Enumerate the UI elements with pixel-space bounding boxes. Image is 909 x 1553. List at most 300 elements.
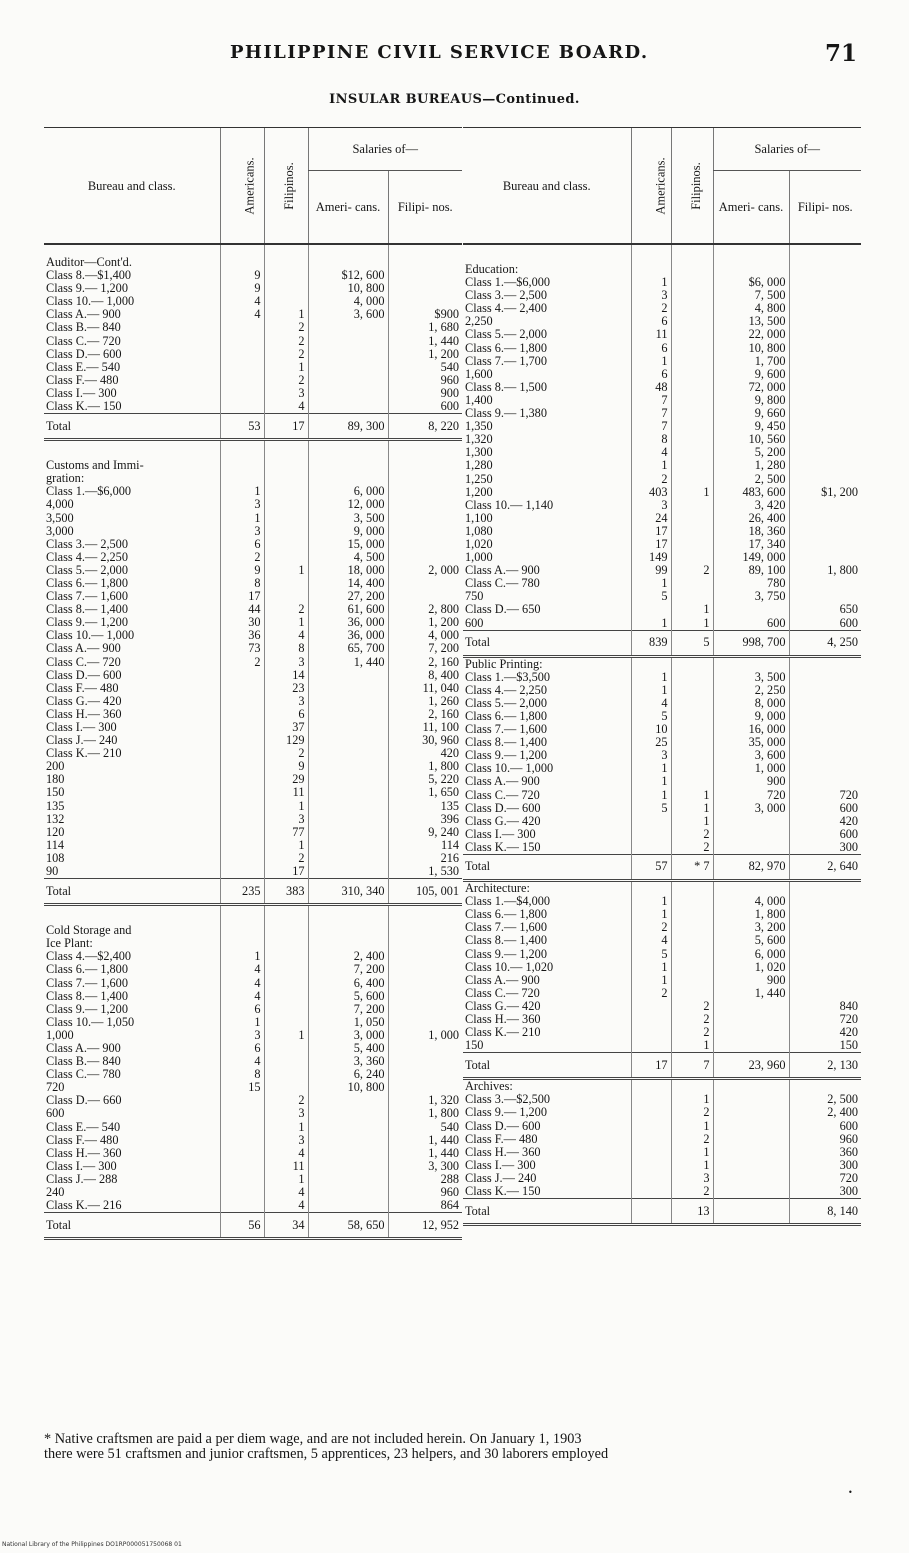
americans-count-cell: 403 xyxy=(631,486,671,499)
class-label: Class 3.—$2,500 xyxy=(465,1093,551,1107)
americans-count-cell xyxy=(220,937,264,950)
filipinos-count-cell: 1 xyxy=(264,308,308,321)
left-table-body xyxy=(44,244,462,1239)
section-heading: Ice Plant: xyxy=(46,937,93,951)
filipinos-count-cell xyxy=(671,512,713,525)
salary-americans-cell: 18, 000 xyxy=(308,564,388,577)
salary-americans-cell: 12, 000 xyxy=(308,498,388,511)
salary-americans-cell: 1, 050 xyxy=(308,1016,388,1029)
salary-americans-cell: 72, 000 xyxy=(713,381,789,394)
filipinos-count-cell: 129 xyxy=(264,734,308,747)
salary-filipinos-cell: 150 xyxy=(789,1039,861,1053)
class-label: Class 1.—$6,000 xyxy=(465,276,551,290)
bureau-column-header: Bureau and class. xyxy=(44,128,220,245)
salary-americans-cell xyxy=(713,1026,789,1039)
americans-count-cell xyxy=(220,400,264,414)
salary-americans-cell: 900 xyxy=(713,775,789,788)
americans-count-cell xyxy=(631,1199,671,1225)
americans-count-cell: 1 xyxy=(631,684,671,697)
salary-filipinos-cell xyxy=(789,289,861,302)
salary-americans-cell xyxy=(713,1199,789,1225)
class-label: Class 4.— 2,400 xyxy=(465,302,547,316)
salary-filipinos-cell: 135 xyxy=(388,800,462,813)
salary-americans-cell xyxy=(713,1185,789,1199)
americans-count-cell xyxy=(631,1093,671,1106)
salary-filipinos-cell xyxy=(388,963,462,976)
table-row xyxy=(463,1133,861,1146)
americans-count-cell xyxy=(220,387,264,400)
table-row xyxy=(44,1173,462,1186)
americans-column-header: Americans. xyxy=(220,128,264,245)
americans-count-cell xyxy=(631,1146,671,1159)
class-label: Class 9.— 1,200 xyxy=(46,282,128,296)
americans-count-cell xyxy=(220,1094,264,1107)
class-label: Class I.— 300 xyxy=(465,1158,536,1172)
salary-filipinos-cell: 420 xyxy=(789,1026,861,1039)
spacer-cell xyxy=(308,244,388,256)
table-row xyxy=(463,895,861,908)
filipinos-count-cell xyxy=(264,472,308,485)
salary-americans-cell xyxy=(308,669,388,682)
printer-mark: • xyxy=(848,1488,853,1497)
salary-americans-cell: 5, 600 xyxy=(713,934,789,947)
class-label: 1,600 xyxy=(465,367,493,381)
americans-count-cell: 839 xyxy=(631,630,671,656)
americans-count-cell: 2 xyxy=(631,473,671,486)
salary-filipinos-cell xyxy=(789,263,861,276)
table-row xyxy=(463,512,861,525)
table-row xyxy=(463,499,861,512)
table-row xyxy=(44,590,462,603)
americans-count-cell: 48 xyxy=(631,381,671,394)
table-row xyxy=(44,1121,462,1134)
salary-filipinos-cell: 4, 250 xyxy=(789,630,861,656)
filipinos-count-cell xyxy=(264,538,308,551)
class-label: 135 xyxy=(46,799,65,813)
salary-americans-cell xyxy=(713,1120,789,1133)
spacer-cell xyxy=(713,244,789,263)
table-row xyxy=(44,1094,462,1107)
class-label: Class A.— 900 xyxy=(46,642,121,656)
table-row xyxy=(463,342,861,355)
class-label: Class C.— 720 xyxy=(46,655,121,669)
table-row xyxy=(463,617,861,631)
salary-americans-cell: 720 xyxy=(713,789,789,802)
filipinos-count-cell: 2 xyxy=(264,348,308,361)
table-row xyxy=(463,974,861,987)
spacer-cell xyxy=(44,905,220,925)
salary-americans-cell xyxy=(308,400,388,414)
table-row xyxy=(44,839,462,852)
americans-count-cell xyxy=(220,321,264,334)
class-label: 114 xyxy=(46,838,64,852)
salary-americans-cell xyxy=(713,1093,789,1106)
salary-filipinos-cell xyxy=(789,684,861,697)
americans-count-cell: 3 xyxy=(220,498,264,511)
americans-count-cell: 1 xyxy=(631,276,671,289)
salary-americans-cell xyxy=(308,1160,388,1173)
table-row xyxy=(44,1029,462,1042)
filipinos-count-cell: 14 xyxy=(264,669,308,682)
table-row xyxy=(44,826,462,839)
section-heading: gration: xyxy=(46,472,85,486)
americans-count-cell xyxy=(220,348,264,361)
salary-filipinos-cell: 420 xyxy=(789,815,861,828)
salary-americans-cell xyxy=(713,1146,789,1159)
class-label: 120 xyxy=(46,825,65,839)
class-label: Class I.— 300 xyxy=(465,827,536,841)
salary-americans-cell xyxy=(308,937,388,950)
americans-count-cell: 5 xyxy=(631,590,671,603)
salary-filipinos-cell xyxy=(388,525,462,538)
filipinos-count-cell xyxy=(671,921,713,934)
filipinos-count-cell xyxy=(264,498,308,511)
salary-filipinos-cell xyxy=(789,762,861,775)
salary-americans-cell xyxy=(308,361,388,374)
salary-americans-cell: 89, 300 xyxy=(308,414,388,440)
class-label: 3,500 xyxy=(46,511,74,525)
class-label: 3,000 xyxy=(46,524,74,538)
filipinos-count-cell: 383 xyxy=(264,879,308,905)
americans-count-cell: 56 xyxy=(220,1213,264,1239)
salary-americans-cell: 14, 400 xyxy=(308,577,388,590)
table-row xyxy=(44,1134,462,1147)
filipinos-count-cell xyxy=(671,420,713,433)
table-row xyxy=(44,656,462,669)
total-label: Total xyxy=(463,630,631,656)
salary-americans-cell xyxy=(713,1172,789,1185)
americans-count-cell xyxy=(220,1134,264,1147)
salary-americans-cell: 89, 100 xyxy=(713,564,789,577)
salary-americans-cell xyxy=(713,881,789,896)
salary-filipinos-cell: 360 xyxy=(789,1146,861,1159)
americans-count-cell: 7 xyxy=(631,394,671,407)
salary-filipinos-cell: 1, 260 xyxy=(388,695,462,708)
americans-count-cell xyxy=(631,1079,671,1094)
americans-count-cell: 3 xyxy=(220,525,264,538)
americans-count-cell: 1 xyxy=(631,762,671,775)
spacer-cell xyxy=(463,244,631,263)
americans-count-cell: 4 xyxy=(631,697,671,710)
salary-filipinos-cell: 1, 440 xyxy=(388,1147,462,1160)
salary-filipinos-cell xyxy=(789,473,861,486)
class-label: 108 xyxy=(46,851,65,865)
filipinos-count-cell: 1 xyxy=(671,603,713,616)
section-heading-row xyxy=(463,1079,861,1094)
americans-count-cell: 3 xyxy=(631,499,671,512)
filipinos-count-cell: 1 xyxy=(264,1121,308,1134)
class-label: Class 6.— 1,800 xyxy=(465,341,547,355)
table-row xyxy=(463,381,861,394)
salary-americans-cell xyxy=(713,1106,789,1119)
spacer-cell xyxy=(44,244,220,256)
class-label: Class A.— 900 xyxy=(465,564,540,578)
americans-count-cell: 1 xyxy=(631,961,671,974)
total-label: Total xyxy=(44,414,220,440)
filipinos-count-cell xyxy=(671,263,713,276)
table-row xyxy=(44,269,462,282)
total-row xyxy=(463,630,861,656)
americans-count-cell: 6 xyxy=(220,538,264,551)
class-label: Class G.— 420 xyxy=(465,999,541,1013)
salary-filipinos-cell xyxy=(388,937,462,950)
salary-filipinos-cell: 1, 200 xyxy=(388,348,462,361)
salary-filipinos-cell xyxy=(789,355,861,368)
spacer-cell xyxy=(220,440,264,460)
filipinos-count-cell xyxy=(671,671,713,684)
americans-count-cell xyxy=(220,682,264,695)
salary-americans-cell: 998, 700 xyxy=(713,630,789,656)
class-label: Class C.— 720 xyxy=(465,986,540,1000)
filipinos-count-cell: 1 xyxy=(264,800,308,813)
filipinos-count-cell: 1 xyxy=(264,361,308,374)
americans-count-cell: 5 xyxy=(631,710,671,723)
right-table-body xyxy=(463,244,861,1225)
americans-count-cell xyxy=(631,603,671,616)
table-row xyxy=(44,708,462,721)
table-row xyxy=(463,564,861,577)
table-row xyxy=(44,512,462,525)
salary-filipinos-cell xyxy=(789,315,861,328)
salary-americans-cell xyxy=(308,924,388,937)
class-label: Class 5.— 2,000 xyxy=(46,563,128,577)
page-number: 71 xyxy=(824,40,857,67)
salary-filipinos-cell xyxy=(789,368,861,381)
filipinos-count-cell xyxy=(671,895,713,908)
class-label: Class B.— 840 xyxy=(46,1055,121,1069)
filipinos-count-cell xyxy=(671,433,713,446)
table-row xyxy=(44,577,462,590)
salary-americans-cell: 23, 960 xyxy=(713,1053,789,1079)
salary-filipinos-cell xyxy=(789,381,861,394)
americans-count-cell: 3 xyxy=(631,749,671,762)
table-row xyxy=(44,616,462,629)
filipinos-count-cell: 3 xyxy=(264,1134,308,1147)
filipinos-count-cell: 5 xyxy=(671,630,713,656)
table-row xyxy=(463,590,861,603)
filipinos-count-cell: 6 xyxy=(264,708,308,721)
salary-americans-cell: 13, 500 xyxy=(713,315,789,328)
class-label: Class H.— 360 xyxy=(46,707,122,721)
salary-americans-cell: 3, 750 xyxy=(713,590,789,603)
salary-filipinos-cell xyxy=(388,269,462,282)
salary-americans-cell: 7, 500 xyxy=(713,289,789,302)
americans-count-cell xyxy=(220,721,264,734)
salary-filipinos-cell xyxy=(789,934,861,947)
table-row xyxy=(463,1093,861,1106)
filipinos-count-cell: 2 xyxy=(671,1026,713,1039)
filipinos-count-cell xyxy=(264,512,308,525)
salary-americans-cell xyxy=(308,321,388,334)
salary-americans-cell: 18, 360 xyxy=(713,525,789,538)
salary-filipinos-cell xyxy=(789,525,861,538)
salary-filipinos-cell xyxy=(789,328,861,341)
americans-count-cell xyxy=(220,865,264,879)
americans-count-cell xyxy=(631,1159,671,1172)
filipinos-count-cell: 1 xyxy=(671,1093,713,1106)
americans-count-cell xyxy=(220,1147,264,1160)
filipinos-count-cell: 29 xyxy=(264,773,308,786)
salary-americans-cell: 6, 240 xyxy=(308,1068,388,1081)
salary-americans-cell: 36, 000 xyxy=(308,629,388,642)
class-label: Class K.— 150 xyxy=(46,400,122,414)
americans-count-cell: 73 xyxy=(220,642,264,655)
table-row xyxy=(44,813,462,826)
salary-filipinos-cell: 4, 000 xyxy=(388,629,462,642)
americans-count-cell: 1 xyxy=(220,1016,264,1029)
salary-americans-cell xyxy=(713,263,789,276)
filipinos-count-cell: 2 xyxy=(671,841,713,855)
spacer-cell xyxy=(44,440,220,460)
table-row xyxy=(44,1055,462,1068)
salary-americans-cell xyxy=(308,335,388,348)
salary-filipinos-cell: 12, 952 xyxy=(388,1213,462,1239)
salary-filipinos-cell: 114 xyxy=(388,839,462,852)
salary-americans-cell xyxy=(308,387,388,400)
salary-americans-cell: $6, 000 xyxy=(713,276,789,289)
salary-filipinos-cell: 5, 220 xyxy=(388,773,462,786)
spacer-cell xyxy=(388,440,462,460)
filipinos-count-cell xyxy=(264,485,308,498)
salary-filipinos-cell xyxy=(789,974,861,987)
filipinos-count-cell xyxy=(671,710,713,723)
filipinos-count-cell: 2 xyxy=(264,374,308,387)
americans-count-cell: 9 xyxy=(220,564,264,577)
salary-americans-cell: 4, 800 xyxy=(713,302,789,315)
americans-count-cell: 3 xyxy=(220,1029,264,1042)
salary-filipinos-cell xyxy=(789,302,861,315)
table-row xyxy=(463,1172,861,1185)
class-label: Class 10.— 1,000 xyxy=(465,762,554,776)
table-row xyxy=(44,786,462,799)
salary-americans-cell: 7, 200 xyxy=(308,963,388,976)
filipinos-count-cell xyxy=(264,1016,308,1029)
class-label: Class 10.— 1,050 xyxy=(46,1015,135,1029)
section-heading: Public Printing: xyxy=(465,656,543,671)
filipinos-count-cell: 1 xyxy=(264,616,308,629)
spacer-cell xyxy=(631,244,671,263)
table-row xyxy=(44,498,462,511)
table-row xyxy=(44,1160,462,1173)
americans-count-cell xyxy=(220,773,264,786)
class-label: Class D.— 660 xyxy=(46,1094,122,1108)
filipinos-count-cell xyxy=(671,1079,713,1094)
americans-column-header: Americans. xyxy=(631,128,671,245)
filipinos-count-cell xyxy=(671,961,713,974)
filipinos-count-cell: 2 xyxy=(671,1000,713,1013)
class-label: Class 8.—$1,400 xyxy=(46,269,132,283)
salary-filipinos-cell: 1, 440 xyxy=(388,335,462,348)
salary-americans-cell: 10, 800 xyxy=(713,342,789,355)
salary-americans-cell: 65, 700 xyxy=(308,642,388,655)
class-label: Class 3.— 2,500 xyxy=(46,537,128,551)
salary-americans-cell xyxy=(308,839,388,852)
salary-americans-cell: 9, 000 xyxy=(308,525,388,538)
class-label: Class 8.— 1,400 xyxy=(46,603,128,617)
americans-count-cell: 1 xyxy=(631,895,671,908)
table-row xyxy=(44,721,462,734)
salary-americans-cell xyxy=(308,734,388,747)
spacer-cell xyxy=(264,905,308,925)
salary-filipinos-cell: 7, 200 xyxy=(388,642,462,655)
spacer-row xyxy=(44,244,462,256)
filipinos-count-cell xyxy=(264,1081,308,1094)
filipinos-count-cell xyxy=(671,656,713,671)
americans-count-cell: 4 xyxy=(220,963,264,976)
salary-americans-cell xyxy=(308,1147,388,1160)
table-row xyxy=(463,577,861,590)
americans-count-cell xyxy=(220,256,264,269)
salary-americans-cell: 9, 660 xyxy=(713,407,789,420)
americans-count-cell xyxy=(631,1106,671,1119)
filipinos-count-cell xyxy=(264,525,308,538)
table-row xyxy=(44,977,462,990)
salary-americans-cell: 9, 000 xyxy=(713,710,789,723)
table-row xyxy=(463,684,861,697)
salary-americans-cell xyxy=(308,459,388,472)
section-heading-row xyxy=(463,881,861,896)
table-row xyxy=(44,1147,462,1160)
salary-filipinos-cell xyxy=(388,459,462,472)
salary-filipinos-cell xyxy=(789,499,861,512)
salary-americans-cell xyxy=(308,1186,388,1199)
salary-filipinos-cell xyxy=(388,1042,462,1055)
table-row xyxy=(44,538,462,551)
americans-count-cell: 5 xyxy=(631,948,671,961)
table-row xyxy=(463,328,861,341)
table-row xyxy=(463,1106,861,1119)
filipinos-count-cell: 2 xyxy=(264,747,308,760)
americans-count-cell xyxy=(220,734,264,747)
salary-americans-cell: 5, 600 xyxy=(308,990,388,1003)
salary-americans-cell xyxy=(308,800,388,813)
salary-filipinos-cell xyxy=(789,881,861,896)
salary-americans-cell: 9, 800 xyxy=(713,394,789,407)
filipinos-count-cell xyxy=(671,749,713,762)
filipinos-count-cell: 2 xyxy=(264,321,308,334)
salary-americans-cell xyxy=(713,815,789,828)
table-row xyxy=(44,400,462,414)
salary-filipinos-cell: 864 xyxy=(388,1199,462,1213)
salary-americans-cell xyxy=(713,1000,789,1013)
filipinos-count-cell xyxy=(264,282,308,295)
salary-filipinos-cell xyxy=(388,282,462,295)
table-row xyxy=(44,852,462,865)
americans-count-cell xyxy=(220,924,264,937)
total-label: Total xyxy=(44,1213,220,1239)
americans-count-cell xyxy=(220,361,264,374)
filipinos-count-cell xyxy=(264,1003,308,1016)
salary-americans-cell xyxy=(713,603,789,616)
salary-americans-cell xyxy=(713,1159,789,1172)
table-row xyxy=(44,308,462,321)
table-row xyxy=(44,642,462,655)
americans-count-cell xyxy=(220,826,264,839)
spacer-cell xyxy=(264,244,308,256)
class-label: Class C.— 780 xyxy=(46,1068,121,1082)
filipinos-count-cell: 3 xyxy=(264,1107,308,1120)
salary-filipinos-cell xyxy=(789,736,861,749)
salary-americans-cell xyxy=(308,682,388,695)
salary-americans-cell xyxy=(308,852,388,865)
salary-filipinos-cell: 600 xyxy=(789,1120,861,1133)
table-row xyxy=(44,361,462,374)
table-row xyxy=(44,387,462,400)
table-row xyxy=(463,1026,861,1039)
salary-filipinos-cell: 2, 400 xyxy=(789,1106,861,1119)
class-label: Class D.— 650 xyxy=(465,603,541,617)
salary-filipinos-cell: 1, 800 xyxy=(388,760,462,773)
